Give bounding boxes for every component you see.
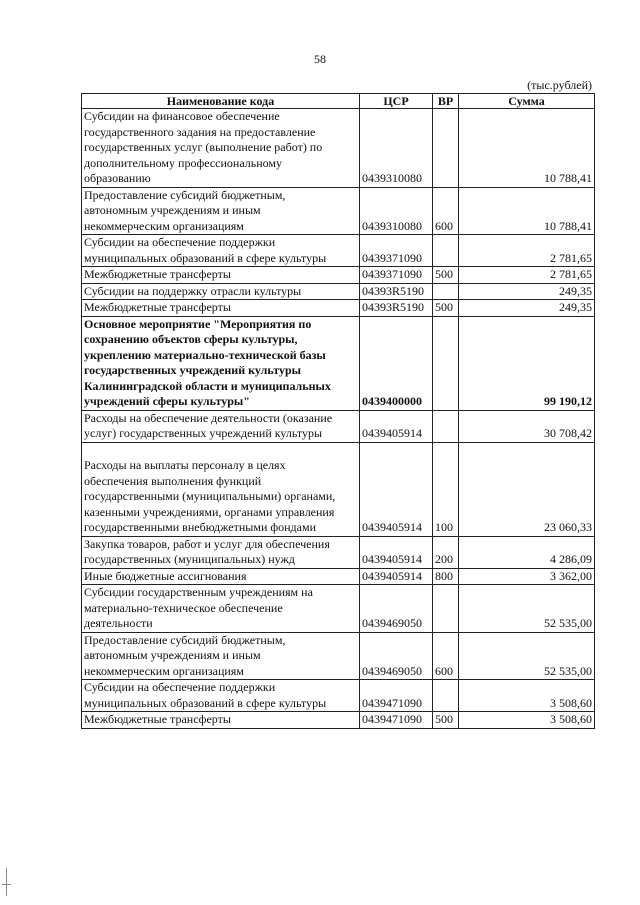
row-csr: 0439405914	[360, 536, 433, 568]
row-csr: 0439471090	[360, 680, 433, 712]
row-name	[82, 712, 360, 729]
row-name-line: Субсидии государственным учреждениям на	[84, 585, 313, 599]
row-name	[82, 187, 360, 235]
row-name	[82, 585, 360, 633]
row-name	[82, 235, 360, 267]
row-csr: 04393R5190	[360, 283, 433, 300]
row-name-line: образованию	[84, 171, 151, 185]
row-name-line: Субсидии на обеспечение поддержки	[84, 680, 276, 694]
row-name-line: автономным учреждениям и иным	[84, 648, 261, 662]
row-name-line: учреждений сферы культуры"	[84, 394, 250, 408]
row-name-line: некоммерческим организациям	[84, 663, 244, 678]
row-sum: 3 362,00	[459, 568, 595, 585]
table-row	[82, 680, 595, 712]
row-sum: 52 535,00	[459, 585, 595, 633]
row-name-line: услуг) государственных учреждений культуры	[84, 426, 323, 440]
row-name-line: Закупка товаров, работ и услуг для обеспечения	[84, 536, 330, 551]
row-name-line: Предоставление субсидий бюджетным,	[84, 632, 286, 647]
row-vr	[433, 680, 459, 712]
row-name-line: Основное мероприятие "Мероприятия по	[84, 316, 312, 331]
row-vr	[433, 235, 459, 267]
row-vr: 200	[433, 536, 459, 568]
row-csr: 0439310080	[360, 109, 433, 188]
row-csr: 0439400000	[360, 316, 433, 410]
header-vr: ВР	[433, 94, 459, 109]
table-body	[82, 109, 595, 729]
table-row	[82, 632, 595, 680]
row-vr	[433, 410, 459, 442]
table-row	[82, 187, 595, 235]
row-vr: 800	[433, 568, 459, 585]
row-name-line: обеспечения выполнения функций	[84, 473, 262, 488]
header-csr: ЦСР	[360, 94, 433, 109]
row-sum: 3 508,60	[459, 680, 595, 712]
table-row	[82, 568, 595, 585]
table-row	[82, 109, 595, 188]
row-name	[82, 410, 360, 442]
header-name: Наименование кода	[82, 94, 360, 109]
row-name-line: автономным учреждениям и иным	[84, 203, 261, 217]
row-name-line: Расходы на обеспечение деятельности (оказание	[84, 410, 333, 425]
budget-table	[81, 93, 595, 729]
scan-edge-mark	[6, 868, 7, 896]
row-csr: 0439405914	[360, 410, 433, 442]
table-header-row	[82, 94, 595, 109]
row-name-line: муниципальных образований в сфере культуры	[84, 695, 327, 710]
row-csr: 0439405914	[360, 442, 433, 536]
table-row	[82, 316, 595, 410]
table-row	[82, 442, 595, 536]
row-name-line: некоммерческим организациям	[84, 218, 244, 233]
row-csr: 0439469050	[360, 585, 433, 633]
row-name-line: Калининградской области и муниципальных	[84, 378, 331, 393]
row-sum: 30 708,42	[459, 410, 595, 442]
table-row	[82, 267, 595, 284]
row-name-line: Межбюджетные трансферты	[84, 712, 231, 726]
row-name	[82, 568, 360, 585]
row-name-line: Предоставление субсидий бюджетным,	[84, 187, 286, 202]
row-sum: 10 788,41	[459, 109, 595, 188]
row-name	[82, 283, 360, 300]
page-number: 58	[314, 52, 326, 66]
row-name-line: укреплению материально-технической базы	[84, 347, 326, 362]
row-name-line: государственных учреждений культуры	[84, 363, 301, 377]
row-csr: 0439405914	[360, 568, 433, 585]
units-label: (тыс.рублей)	[527, 78, 592, 92]
row-name-line: деятельности	[84, 616, 153, 630]
row-name	[82, 680, 360, 712]
row-vr	[433, 316, 459, 410]
row-sum: 4 286,09	[459, 536, 595, 568]
table-row	[82, 235, 595, 267]
row-sum: 2 781,65	[459, 267, 595, 284]
row-sum: 249,35	[459, 300, 595, 317]
row-name-line: дополнительному профессиональному	[84, 155, 283, 170]
row-csr: 04393R5190	[360, 300, 433, 317]
row-vr	[433, 283, 459, 300]
row-name	[82, 300, 360, 317]
row-sum: 10 788,41	[459, 187, 595, 235]
row-vr	[433, 585, 459, 633]
row-csr: 0439371090	[360, 235, 433, 267]
row-name-line: Межбюджетные трансферты	[84, 267, 231, 281]
row-name	[82, 316, 360, 410]
table-row	[82, 585, 595, 633]
row-sum: 3 508,60	[459, 712, 595, 729]
row-vr	[433, 109, 459, 188]
row-vr: 600	[433, 187, 459, 235]
row-vr: 100	[433, 442, 459, 536]
row-name-line: казенными учреждениями, органами управления	[84, 504, 335, 519]
row-name-line: Субсидии на финансовое обеспечение	[84, 109, 280, 123]
row-vr: 500	[433, 267, 459, 284]
row-name	[82, 442, 360, 536]
row-csr: 0439471090	[360, 712, 433, 729]
row-name-line: государственными внебюджетными фондами	[84, 520, 317, 534]
table-row	[82, 410, 595, 442]
table-row	[82, 712, 595, 729]
row-name-line: государственных услуг (выполнение работ) по	[84, 140, 323, 154]
row-sum: 23 060,33	[459, 442, 595, 536]
table-row	[82, 536, 595, 568]
table-row	[82, 300, 595, 317]
row-sum: 249,35	[459, 283, 595, 300]
row-name-line: сохранению объектов сферы культуры,	[84, 332, 298, 346]
row-name	[82, 267, 360, 284]
header-sum: Сумма	[459, 94, 595, 109]
row-name	[82, 109, 360, 188]
row-spacer	[84, 443, 357, 459]
row-name-line: Межбюджетные трансферты	[84, 300, 231, 314]
row-vr: 600	[433, 632, 459, 680]
table-row	[82, 283, 595, 300]
scan-edge-mark	[2, 884, 11, 885]
row-name-line: муниципальных образований в сфере культуры	[84, 250, 327, 265]
row-sum: 52 535,00	[459, 632, 595, 680]
row-csr: 0439469050	[360, 632, 433, 680]
row-name-line: государственного задания на предоставление	[84, 124, 316, 139]
row-csr: 0439310080	[360, 187, 433, 235]
row-name-line: Субсидии на обеспечение поддержки	[84, 235, 276, 249]
row-vr: 500	[433, 300, 459, 317]
row-name-line: Иные бюджетные ассигнования	[84, 568, 247, 583]
row-name-line: государственных (муниципальных) нужд	[84, 552, 295, 566]
row-vr: 500	[433, 712, 459, 729]
row-name-line: государственными (муниципальными) органами,	[84, 489, 336, 503]
row-name-line: Субсидии на поддержку отрасли культуры	[84, 283, 302, 298]
row-csr: 0439371090	[360, 267, 433, 284]
row-name	[82, 536, 360, 568]
row-sum: 2 781,65	[459, 235, 595, 267]
row-name	[82, 632, 360, 680]
row-name-line: Расходы на выплаты персоналу в целях	[84, 458, 286, 472]
row-name-line: материально-техническое обеспечение	[84, 600, 283, 615]
row-sum: 99 190,12	[459, 316, 595, 410]
